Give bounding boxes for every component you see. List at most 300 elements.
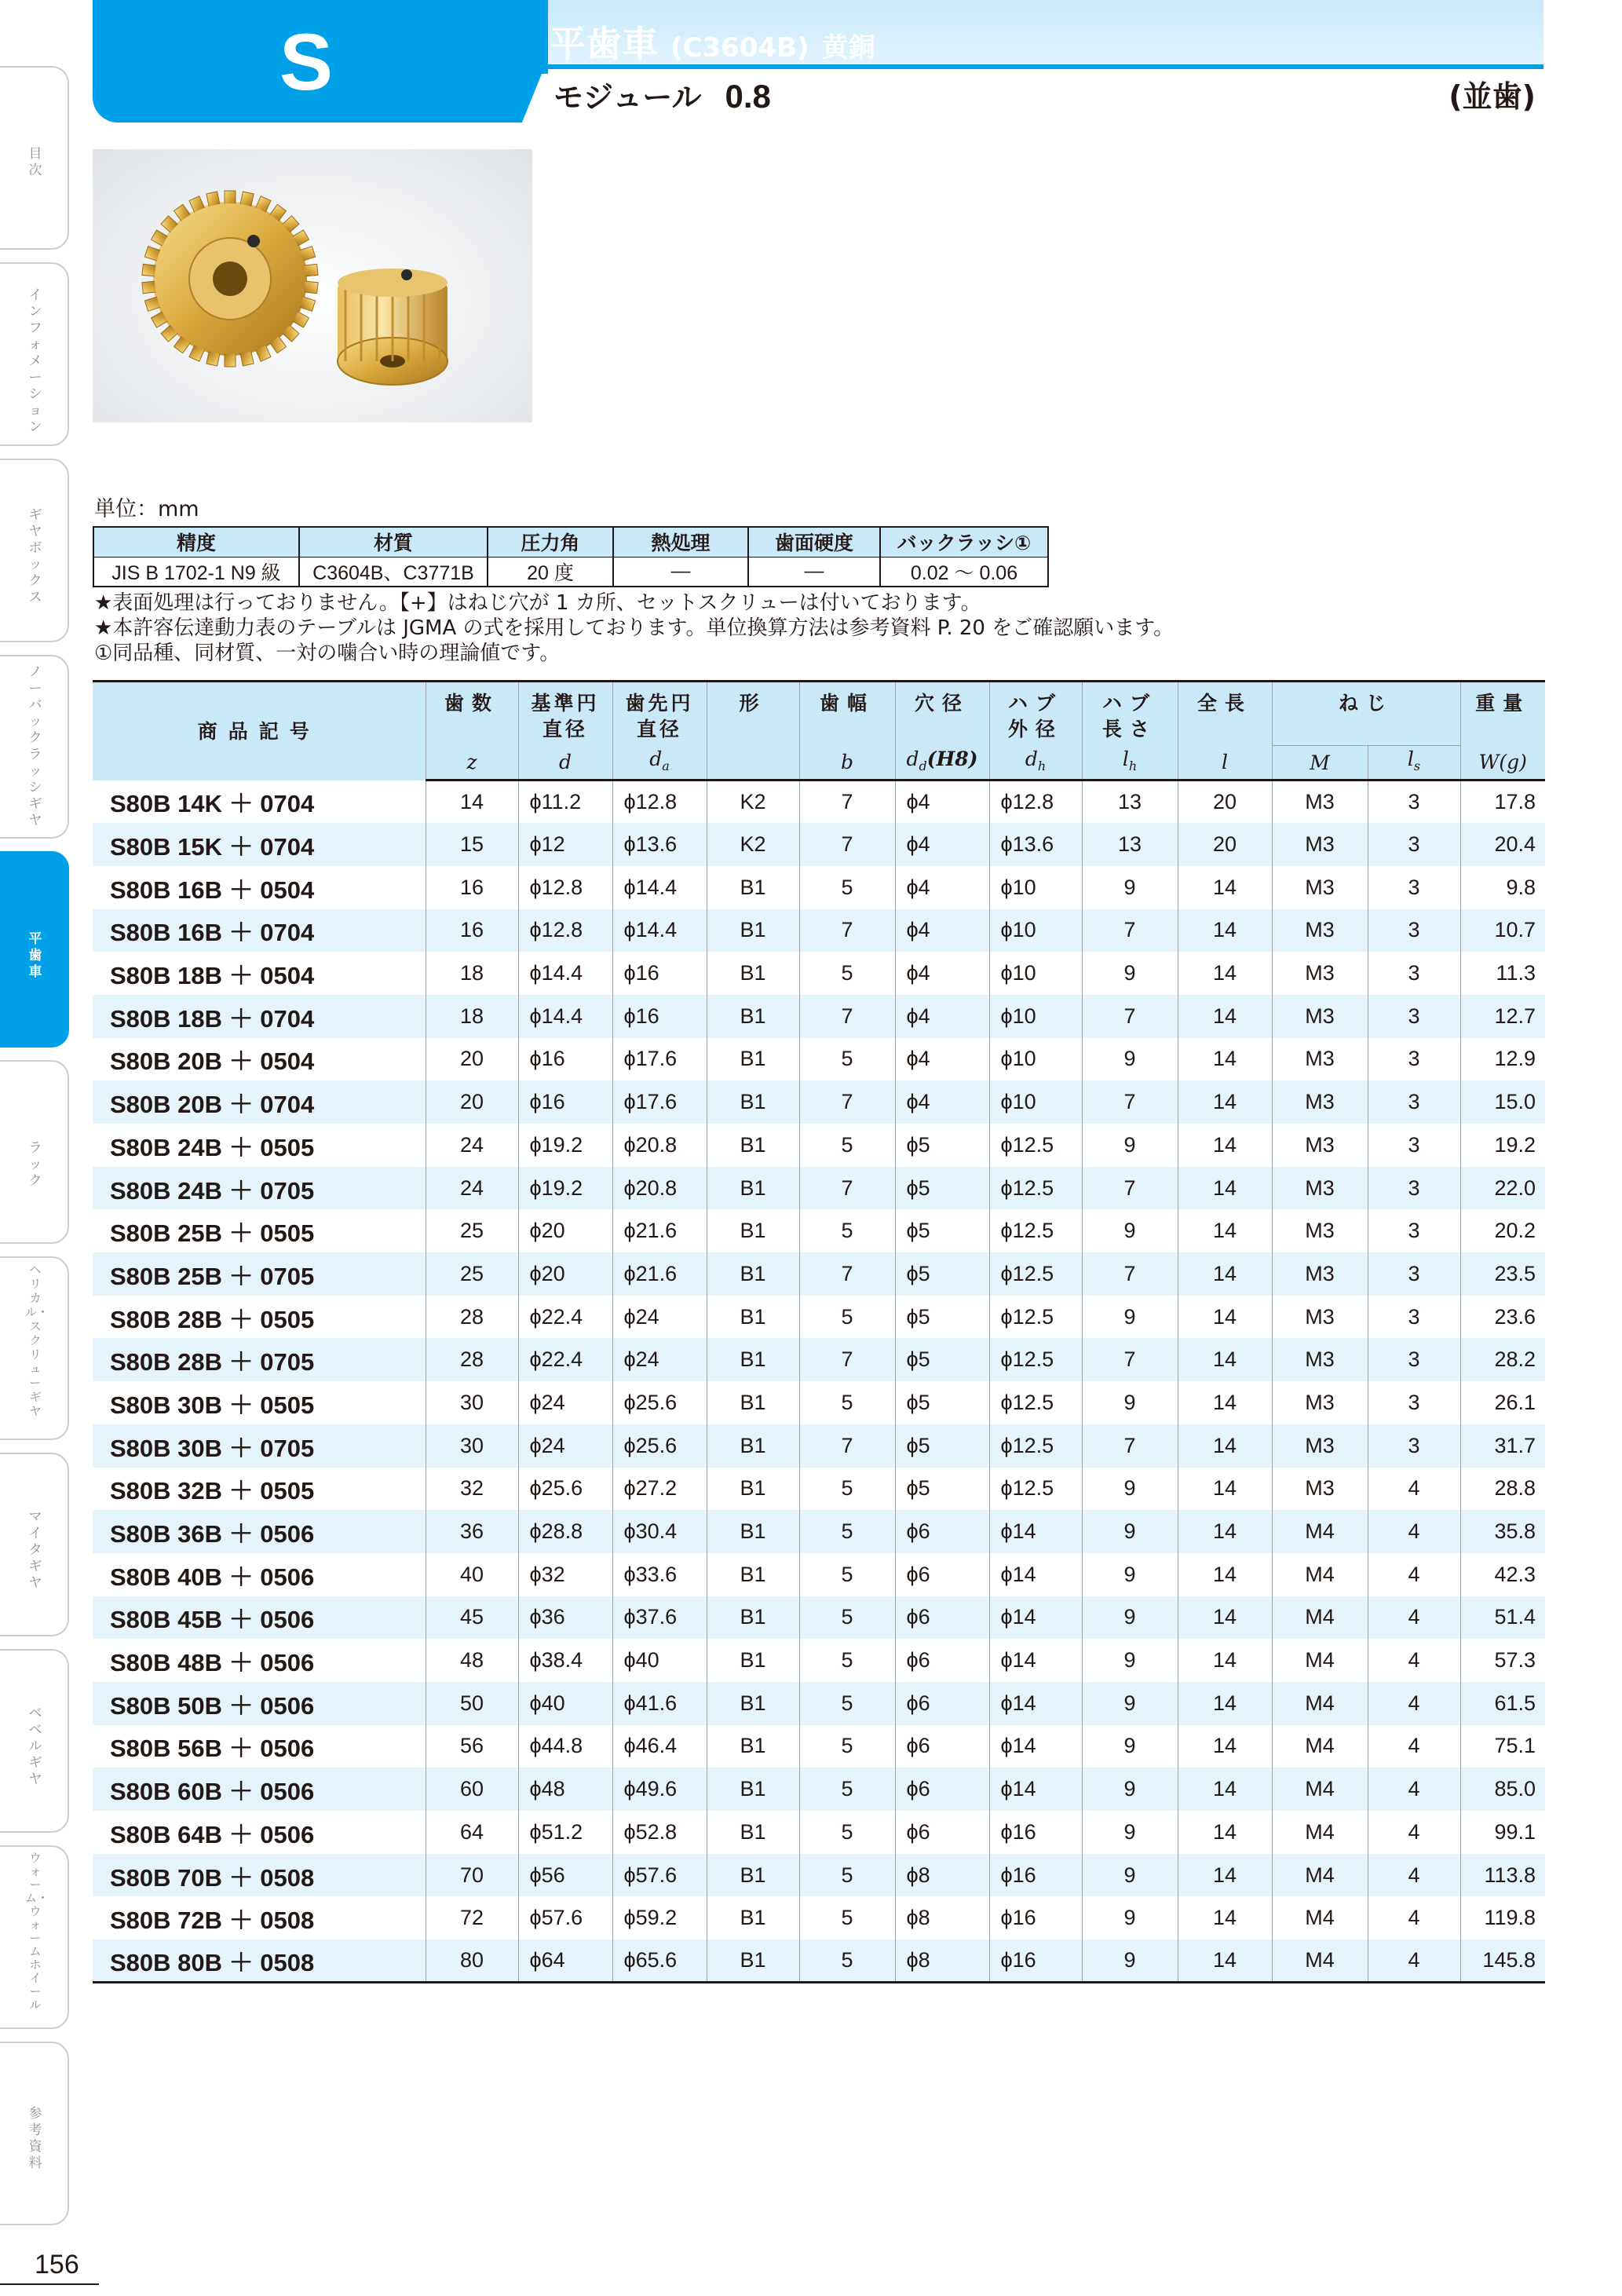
cell-hub-length: 9 (1082, 1553, 1178, 1596)
side-tab-label: インフォメーション (28, 287, 42, 435)
cell-product-code: S80B 15K ＋ 0704 (93, 823, 426, 866)
table-row (93, 1167, 1545, 1210)
cell-teeth: 28 (426, 1296, 518, 1339)
header-hub-length (1082, 682, 1178, 746)
cell-pitch-diameter: ϕ12.8 (518, 866, 612, 909)
cell-tip-diameter: ϕ21.6 (612, 1252, 707, 1296)
cell-shape: K2 (707, 781, 799, 824)
cell-teeth: 36 (426, 1510, 518, 1553)
cell-face-width: 5 (799, 1553, 895, 1596)
cell-tip-diameter: ϕ49.6 (612, 1768, 707, 1811)
side-tab-rack[interactable] (0, 1060, 69, 1244)
cell-hub-length: 9 (1082, 1811, 1178, 1854)
cell-teeth: 64 (426, 1811, 518, 1854)
symbol-hub-diameter (989, 746, 1082, 781)
cell-screw-size: M3 (1272, 952, 1368, 995)
cell-weight: 23.6 (1494, 1304, 1536, 1329)
cell-screw-size: M3 (1272, 1296, 1368, 1339)
table-row (93, 1124, 1545, 1167)
cell-weight: 42.3 (1494, 1562, 1536, 1586)
side-tab-contents[interactable] (0, 66, 69, 250)
table-row (93, 823, 1545, 866)
cell-hub-diameter: ϕ10 (989, 909, 1082, 952)
cell-screw-length: 4 (1368, 1725, 1460, 1768)
cell-shape: B1 (707, 1296, 799, 1339)
cell-weight: 99.1 (1494, 1819, 1536, 1844)
cell-screw-size: M3 (1272, 781, 1368, 824)
cell-screw-size: M3 (1272, 1468, 1368, 1511)
cell-weight: 23.5 (1460, 1252, 1545, 1296)
cell-product-code: S80B 40B ＋ 0506 (93, 1553, 426, 1596)
cell-screw-size: M3 (1272, 1124, 1368, 1167)
cell-screw-length: 4 (1368, 1682, 1460, 1725)
cell-weight: 113.8 (1460, 1854, 1545, 1897)
cell-tip-diameter: ϕ17.6 (612, 1080, 707, 1124)
table-row (93, 1252, 1545, 1296)
cell-weight: 28.8 (1494, 1476, 1536, 1501)
cell-hub-diameter: ϕ12.5 (989, 1252, 1082, 1296)
spec-header-material: 材質 (299, 527, 488, 557)
cell-tip-diameter: ϕ37.6 (612, 1596, 707, 1640)
cell-product-code: S80B 16B ＋ 0704 (93, 909, 426, 952)
cell-bore: ϕ4 (895, 781, 989, 824)
cell-teeth: 70 (426, 1854, 518, 1897)
cell-tip-diameter: ϕ20.8 (612, 1167, 707, 1210)
cell-screw-size: M3 (1272, 1038, 1368, 1081)
cell-hub-diameter: ϕ14 (989, 1725, 1082, 1768)
table-row (93, 866, 1545, 909)
symbol-weight: W(g) (1460, 746, 1545, 781)
cell-hub-diameter: ϕ16 (989, 1854, 1082, 1897)
side-tab-worm[interactable] (0, 1845, 69, 2029)
cell-teeth: 25 (426, 1252, 518, 1296)
cell-product-code: S80B 32B ＋ 0505 (93, 1468, 426, 1511)
cell-bore: ϕ5 (895, 1296, 989, 1339)
side-tab-spur-gear[interactable] (0, 851, 69, 1047)
cell-tip-diameter: ϕ14.4 (612, 866, 707, 909)
cell-bore: ϕ4 (895, 866, 989, 909)
spec-header-row (93, 527, 1048, 557)
table-row (93, 1038, 1545, 1081)
table-row (93, 995, 1545, 1038)
module-label: モジュール (553, 80, 702, 115)
material-name: 黄銅 (821, 32, 875, 64)
cell-pitch-diameter: ϕ38.4 (518, 1639, 612, 1682)
page-title (550, 22, 875, 70)
cell-shape: B1 (707, 1768, 799, 1811)
cell-weight: 19.2 (1494, 1132, 1536, 1157)
header-pitch-diameter-label: 基準円 直径 (531, 692, 600, 740)
cell-face-width: 5 (799, 1768, 895, 1811)
cell-face-width: 5 (799, 866, 895, 909)
cell-hub-length: 9 (1082, 1124, 1178, 1167)
cell-pitch-diameter: ϕ14.4 (518, 952, 612, 995)
cell-face-width: 5 (799, 1811, 895, 1854)
cell-total-length: 14 (1178, 1038, 1272, 1081)
cell-product-code: S80B 25B ＋ 0705 (93, 1252, 426, 1296)
cell-teeth: 14 (426, 781, 518, 824)
cell-hub-diameter: ϕ16 (989, 1811, 1082, 1854)
symbol-bore-tolerance: (H8) (926, 747, 978, 770)
cell-teeth: 50 (426, 1682, 518, 1725)
side-tab-label: 平歯車 (28, 931, 42, 980)
cell-product-code: S80B 60B ＋ 0506 (93, 1768, 426, 1811)
cell-hub-length: 9 (1082, 1510, 1178, 1553)
header-pitch-diameter (518, 682, 612, 746)
cell-screw-length: 3 (1368, 909, 1460, 952)
title-text: 平歯車 (550, 23, 658, 65)
symbol-screw-l-sub: s (1413, 759, 1421, 773)
cell-total-length: 14 (1178, 1381, 1272, 1424)
cell-total-length: 14 (1178, 1768, 1272, 1811)
cell-screw-size: M3 (1272, 995, 1368, 1038)
cell-hub-diameter: ϕ16 (989, 1940, 1082, 1983)
cell-hub-length: 7 (1082, 1424, 1178, 1468)
cell-total-length: 14 (1178, 1296, 1272, 1339)
side-tab-label: ベベルギヤ (28, 1706, 42, 1787)
cell-face-width: 5 (799, 1381, 895, 1424)
cell-tip-diameter: ϕ41.6 (612, 1682, 707, 1725)
cell-screw-size: M3 (1272, 1167, 1368, 1210)
cell-hub-diameter: ϕ12.5 (989, 1468, 1082, 1511)
cell-screw-length: 3 (1368, 1167, 1460, 1210)
cell-hub-diameter: ϕ10 (989, 952, 1082, 995)
table-row (93, 1768, 1545, 1811)
cell-teeth: 16 (426, 866, 518, 909)
cell-screw-size: M4 (1272, 1896, 1368, 1940)
cell-hub-length: 7 (1082, 909, 1178, 952)
side-navigation (0, 0, 71, 2296)
cell-screw-size: M3 (1272, 866, 1368, 909)
spec-table (93, 526, 1049, 587)
cell-shape: B1 (707, 1038, 799, 1081)
cell-hub-diameter: ϕ12.5 (989, 1381, 1082, 1424)
cell-hub-length: 9 (1082, 1381, 1178, 1424)
note-theory: ①同品種、同材質、一対の噛合い時の理論値です。 (94, 642, 561, 665)
cell-hub-length: 7 (1082, 1167, 1178, 1210)
cell-shape: B1 (707, 1468, 799, 1511)
cell-face-width: 5 (799, 1682, 895, 1725)
cell-shape: B1 (707, 1510, 799, 1553)
cell-pitch-diameter: ϕ24 (518, 1381, 612, 1424)
cell-tip-diameter: ϕ16 (612, 995, 707, 1038)
cell-weight: 12.7 (1460, 995, 1545, 1038)
cell-weight: 22.0 (1460, 1167, 1545, 1210)
cell-pitch-diameter: ϕ56 (518, 1854, 612, 1897)
cell-bore: ϕ4 (895, 823, 989, 866)
cell-teeth: 45 (426, 1596, 518, 1640)
cell-shape: B1 (707, 1553, 799, 1596)
cell-face-width: 7 (799, 1167, 895, 1210)
table-row (93, 1209, 1545, 1252)
cell-tip-diameter: ϕ24 (612, 1296, 707, 1339)
cell-pitch-diameter: ϕ22.4 (518, 1296, 612, 1339)
cell-screw-length: 3 (1368, 1252, 1460, 1296)
cell-total-length: 14 (1178, 1510, 1272, 1553)
product-table (93, 680, 1545, 1983)
header-face-width: 歯幅 (799, 682, 895, 746)
cell-screw-length: 4 (1368, 1811, 1460, 1854)
cell-total-length: 14 (1178, 1080, 1272, 1124)
cell-weight: 17.8 (1494, 790, 1536, 814)
cell-total-length: 14 (1178, 1338, 1272, 1381)
cell-bore: ϕ6 (895, 1768, 989, 1811)
cell-product-code: S80B 50B ＋ 0506 (93, 1682, 426, 1725)
cell-tip-diameter: ϕ25.6 (612, 1424, 707, 1468)
cell-weight: 75.1 (1494, 1734, 1536, 1758)
cell-weight: 15.0 (1460, 1080, 1545, 1124)
cell-screw-length: 4 (1368, 1510, 1460, 1553)
cell-product-code: S80B 30B ＋ 0505 (93, 1381, 426, 1424)
cell-shape: B1 (707, 1209, 799, 1252)
cell-hub-length: 9 (1082, 1682, 1178, 1725)
cell-screw-size: M4 (1272, 1940, 1368, 1983)
cell-shape: B1 (707, 1124, 799, 1167)
cell-hub-diameter: ϕ14 (989, 1510, 1082, 1553)
side-tab-gearbox[interactable] (0, 459, 69, 642)
cell-product-code: S80B 20B ＋ 0704 (93, 1080, 426, 1124)
cell-screw-size: M3 (1272, 823, 1368, 866)
spec-header-accuracy: 精度 (93, 527, 299, 557)
cell-hub-length: 7 (1082, 995, 1178, 1038)
cell-face-width: 5 (799, 1510, 895, 1553)
symbol-bore-sub: d (919, 758, 927, 773)
cell-screw-size: M3 (1272, 909, 1368, 952)
cell-face-width: 5 (799, 1725, 895, 1768)
cell-total-length: 14 (1178, 1854, 1272, 1897)
cell-bore: ϕ8 (895, 1940, 989, 1983)
table-row (93, 1381, 1545, 1424)
header-total-length: 全長 (1178, 682, 1272, 746)
cell-teeth: 80 (426, 1940, 518, 1983)
cell-hub-diameter: ϕ13.6 (989, 823, 1082, 866)
cell-screw-size: M3 (1272, 1424, 1368, 1468)
cell-screw-size: M3 (1272, 1080, 1368, 1124)
cell-product-code: S80B 24B ＋ 0705 (93, 1167, 426, 1210)
cell-screw-size: M4 (1272, 1682, 1368, 1725)
spec-surface-hardness: — (748, 557, 880, 587)
cell-hub-diameter: ϕ12.5 (989, 1296, 1082, 1339)
cell-total-length: 14 (1178, 1896, 1272, 1940)
cell-hub-diameter: ϕ14 (989, 1639, 1082, 1682)
symbol-shape (707, 746, 799, 781)
cell-screw-size: M3 (1272, 1338, 1368, 1381)
cell-tip-diameter: ϕ16 (612, 952, 707, 995)
cell-hub-diameter: ϕ14 (989, 1553, 1082, 1596)
cell-hub-length: 7 (1082, 1338, 1178, 1381)
cell-screw-size: M4 (1272, 1596, 1368, 1640)
table-row (93, 1296, 1545, 1339)
side-tab-no-backlash-gear[interactable] (0, 655, 69, 839)
side-tab-miter-gear[interactable] (0, 1453, 69, 1636)
side-tab-information[interactable] (0, 262, 69, 446)
cell-hub-length: 13 (1082, 781, 1178, 824)
cell-weight: 57.3 (1494, 1648, 1536, 1673)
symbol-bore (895, 746, 989, 781)
cell-shape: B1 (707, 909, 799, 952)
header-shape: 形 (707, 682, 799, 746)
cell-teeth: 15 (426, 823, 518, 866)
cell-screw-length: 3 (1368, 952, 1460, 995)
cell-bore: ϕ5 (895, 1424, 989, 1468)
symbol-hub-l-sub: h (1128, 758, 1138, 773)
cell-face-width: 7 (799, 909, 895, 952)
cell-shape: B1 (707, 1811, 799, 1854)
cell-tip-diameter: ϕ57.6 (612, 1854, 707, 1897)
cell-weight: 85.0 (1460, 1768, 1545, 1811)
spec-material: C3604B、C3771B (299, 557, 488, 587)
module-line (553, 77, 771, 117)
side-tab-helical-screw-gear[interactable] (0, 1256, 69, 1440)
page-number-rule (0, 2283, 99, 2285)
cell-screw-length: 3 (1368, 1080, 1460, 1124)
header-screw: ねじ (1272, 682, 1460, 746)
cell-tip-diameter: ϕ59.2 (612, 1896, 707, 1940)
cell-face-width: 5 (799, 1639, 895, 1682)
cell-screw-length: 3 (1368, 823, 1460, 866)
cell-weight: 26.1 (1494, 1390, 1536, 1414)
cell-shape: B1 (707, 1639, 799, 1682)
cell-hub-diameter: ϕ14 (989, 1768, 1082, 1811)
cell-hub-length: 9 (1082, 1896, 1178, 1940)
cell-bore: ϕ5 (895, 1338, 989, 1381)
cell-pitch-diameter: ϕ32 (518, 1553, 612, 1596)
cell-teeth: 20 (426, 1038, 518, 1081)
cell-pitch-diameter: ϕ25.6 (518, 1468, 612, 1511)
cell-shape: B1 (707, 1682, 799, 1725)
spec-accuracy: JIS B 1702-1 N9 級 (93, 557, 299, 587)
cell-screw-length: 3 (1368, 1296, 1460, 1339)
cell-product-code: S80B 64B ＋ 0506 (93, 1811, 426, 1854)
cell-teeth: 16 (426, 909, 518, 952)
cell-shape: B1 (707, 1338, 799, 1381)
cell-total-length: 14 (1178, 1424, 1272, 1468)
cell-product-code: S80B 16B ＋ 0504 (93, 866, 426, 909)
cell-total-length: 14 (1178, 866, 1272, 909)
cell-hub-diameter: ϕ16 (989, 1896, 1082, 1940)
cell-shape: B1 (707, 1252, 799, 1296)
symbol-pitch-diameter: d (518, 746, 612, 781)
cell-total-length: 14 (1178, 952, 1272, 995)
spec-header-pressure-angle: 圧力角 (488, 527, 613, 557)
cell-tip-diameter: ϕ30.4 (612, 1510, 707, 1553)
cell-pitch-diameter: ϕ51.2 (518, 1811, 612, 1854)
cell-hub-length: 9 (1082, 952, 1178, 995)
cell-face-width: 7 (799, 995, 895, 1038)
cell-screw-size: M4 (1272, 1854, 1368, 1897)
side-tab-label: ノーバックラッシギヤ (28, 664, 42, 828)
table-row (93, 952, 1545, 995)
cell-weight: 20.4 (1460, 823, 1545, 866)
cell-bore: ϕ6 (895, 1682, 989, 1725)
unit-label: 単位：mm (94, 497, 199, 521)
cell-screw-length: 3 (1368, 1424, 1460, 1468)
cell-teeth: 24 (426, 1124, 518, 1167)
side-tab-reference[interactable] (0, 2042, 69, 2225)
cell-screw-length: 4 (1368, 1896, 1460, 1940)
cell-face-width: 7 (799, 1338, 895, 1381)
table-row (93, 1896, 1545, 1940)
cell-face-width: 5 (799, 1296, 895, 1339)
table-body (93, 781, 1545, 1983)
table-row (93, 1596, 1545, 1640)
cell-weight: 20.2 (1494, 1219, 1536, 1243)
cell-total-length: 14 (1178, 1639, 1272, 1682)
symbol-tip-sub: a (662, 758, 670, 773)
cell-teeth: 60 (426, 1768, 518, 1811)
spec-header-backlash: バックラッシ① (880, 527, 1048, 557)
cell-face-width: 7 (799, 781, 895, 824)
cell-hub-diameter: ϕ10 (989, 1038, 1082, 1081)
cell-hub-length: 9 (1082, 1854, 1178, 1897)
cell-pitch-diameter: ϕ16 (518, 1080, 612, 1124)
cell-tip-diameter: ϕ52.8 (612, 1811, 707, 1854)
cell-screw-length: 3 (1368, 1209, 1460, 1252)
cell-hub-length: 13 (1082, 823, 1178, 866)
header-hub-length-label: ハブ 長さ (1101, 692, 1157, 740)
cell-bore: ϕ5 (895, 1124, 989, 1167)
table-row (93, 1940, 1545, 1983)
cell-total-length: 14 (1178, 1682, 1272, 1725)
cell-product-code: S80B 14K ＋ 0704 (93, 781, 426, 824)
cell-product-code: S80B 70B ＋ 0508 (93, 1854, 426, 1897)
cell-pitch-diameter: ϕ36 (518, 1596, 612, 1640)
cell-pitch-diameter: ϕ12 (518, 823, 612, 866)
side-tab-label: ラック (28, 1140, 42, 1189)
page-number: 156 (35, 2250, 79, 2280)
cell-bore: ϕ5 (895, 1167, 989, 1210)
cell-bore: ϕ6 (895, 1811, 989, 1854)
cell-product-code: S80B 28B ＋ 0705 (93, 1338, 426, 1381)
spec-backlash: 0.02 ～ 0.06 (880, 557, 1048, 587)
cell-face-width: 7 (799, 823, 895, 866)
cell-total-length: 14 (1178, 1167, 1272, 1210)
table-row (93, 1424, 1545, 1468)
cell-hub-length: 9 (1082, 1296, 1178, 1339)
module-value: 0.8 (725, 78, 771, 115)
cell-bore: ϕ6 (895, 1596, 989, 1640)
cell-total-length: 14 (1178, 1725, 1272, 1768)
cell-hub-diameter: ϕ12.5 (989, 1209, 1082, 1252)
cell-teeth: 28 (426, 1338, 518, 1381)
cell-tip-diameter: ϕ13.6 (612, 823, 707, 866)
symbol-tip-d: d (649, 747, 663, 770)
cell-weight: 145.8 (1460, 1940, 1545, 1983)
cell-shape: B1 (707, 1896, 799, 1940)
series-letter: S (279, 17, 334, 107)
cell-total-length: 20 (1178, 781, 1272, 824)
cell-total-length: 14 (1178, 1209, 1272, 1252)
cell-bore: ϕ5 (895, 1468, 989, 1511)
cell-teeth: 24 (426, 1167, 518, 1210)
symbol-tip-diameter (612, 746, 707, 781)
table-row (93, 1725, 1545, 1768)
cell-product-code: S80B 25B ＋ 0505 (93, 1209, 426, 1252)
gear-illustration (93, 149, 532, 422)
cell-bore: ϕ4 (895, 1080, 989, 1124)
cell-product-code: S80B 18B ＋ 0704 (93, 995, 426, 1038)
cell-pitch-diameter: ϕ44.8 (518, 1725, 612, 1768)
cell-shape: B1 (707, 1080, 799, 1124)
symbol-teeth: z (426, 746, 518, 781)
cell-hub-length: 9 (1082, 1639, 1178, 1682)
side-tab-bevel-gear[interactable] (0, 1649, 69, 1833)
cell-shape: B1 (707, 1424, 799, 1468)
cell-bore: ϕ6 (895, 1639, 989, 1682)
cell-total-length: 14 (1178, 1124, 1272, 1167)
note-jgma: ★本許容伝達動力表のテーブルは JGMA の式を採用しております。単位換算方法は参考資料 P. 20 をご確認願います。 (94, 616, 1174, 640)
symbol-hub-l: l (1122, 747, 1129, 770)
